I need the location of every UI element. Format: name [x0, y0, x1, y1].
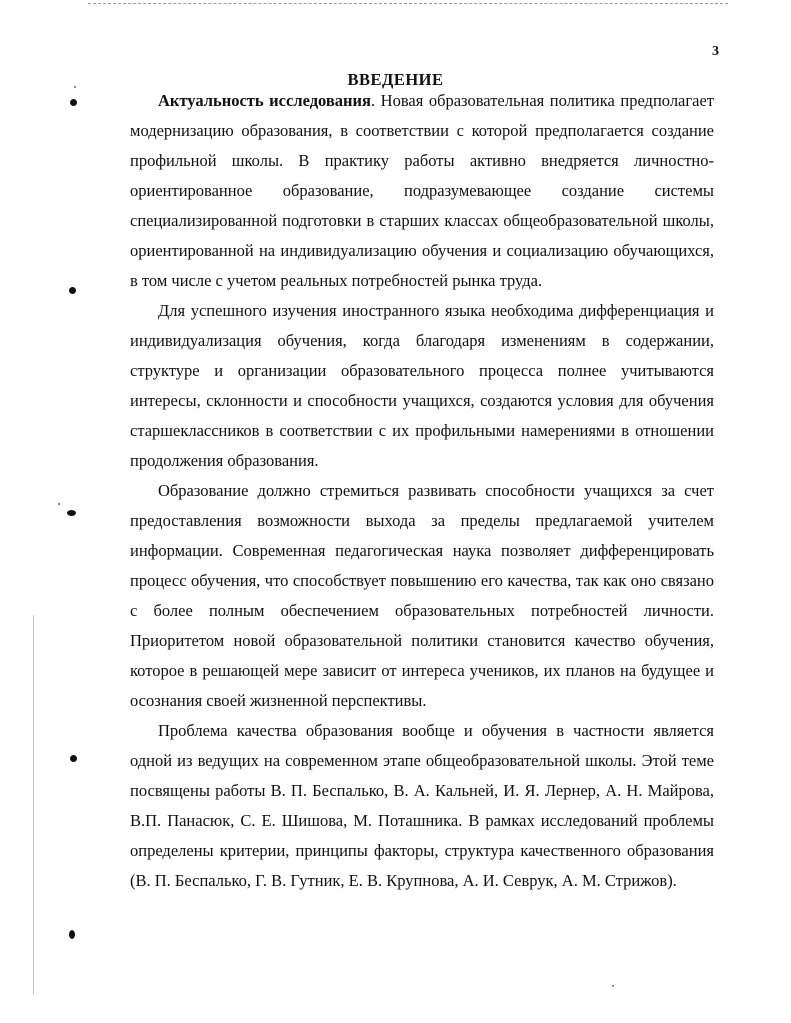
paragraph-text: Проблема качества образования вообще и обучения в частности является одной из ведущих на современном этапе общеобразовательной школы. Этой теме посвящены работы В. П. Беспалько, В. А. Кальней, И. Я. Лернер, А. Н. Майрова, В.П. Панасюк, С. Е. Шишова, М. Поташника. В рамках исследований проблемы определены критерии, принципы факторы, структура качественного образования (В. П. Беспалько, Г. В. Гутник, Е. В. Крупнова, А. И. Севрук, А. М. Стрижов).: [130, 721, 714, 890]
page-number: 3: [712, 44, 719, 59]
scan-speck-icon: [58, 503, 60, 505]
paragraph-lead: Актуальность исследования: [158, 91, 371, 110]
paragraph-text: Образование должно стремиться развивать способности учащихся за счет предоставления возможности выхода за пределы предлагаемой учителем информации. Современная педагогическая наука позволяет дифференцировать процесс обучения, что способствует повышению его качества, так как оно связано с более полным обеспечением образовательных потребностей личности. Приоритетом новой образовательной политики становится качество обучения, которое в решающей мере зависит от интереса учеников, их планов на будущее и осознания своей жизненной перспективы.: [130, 481, 714, 710]
binder-mark-icon: [67, 510, 76, 516]
binder-mark-icon: [69, 287, 76, 294]
scan-speck-icon: [74, 86, 76, 88]
paragraph-differentiation: [130, 296, 714, 476]
paragraph-text: Для успешного изучения иностранного языка необходима дифференциация и индивидуализация обучения, когда благодаря изменениям в содержании, структуре и организации образовательного процесса полнее учитываются интересы, склонности и способности учащихся, создаются условия для обучения старшеклассников в соответствии с их профильными намерениями в отношении продолжения образования.: [130, 301, 714, 470]
page-title: ВВЕДЕНИЕ: [347, 70, 444, 89]
binder-mark-icon: [69, 930, 75, 939]
body-text: [130, 86, 714, 896]
paragraph-relevance: [130, 86, 714, 296]
paragraph-quality: [130, 716, 714, 896]
scan-speck-icon: [612, 985, 614, 987]
binder-mark-icon: [70, 99, 77, 106]
paragraph-text: . Новая образовательная политика предполагает модернизацию образования, в соответствии с которой предполагается создание профильной школы. В практику работы активно внедряется личностно-ориентированное образование, подразумевающее создание системы специализированной подготовки в старших классах общеобразовательной школы, ориентированной на индивидуализацию обучения и социализацию обучающихся, в том числе с учетом реальных потребностей рынка труда.: [130, 91, 715, 290]
scan-edge-line: [88, 3, 728, 4]
paragraph-abilities: [130, 476, 714, 716]
scan-margin-line: [33, 615, 34, 995]
binder-mark-icon: [70, 755, 77, 762]
